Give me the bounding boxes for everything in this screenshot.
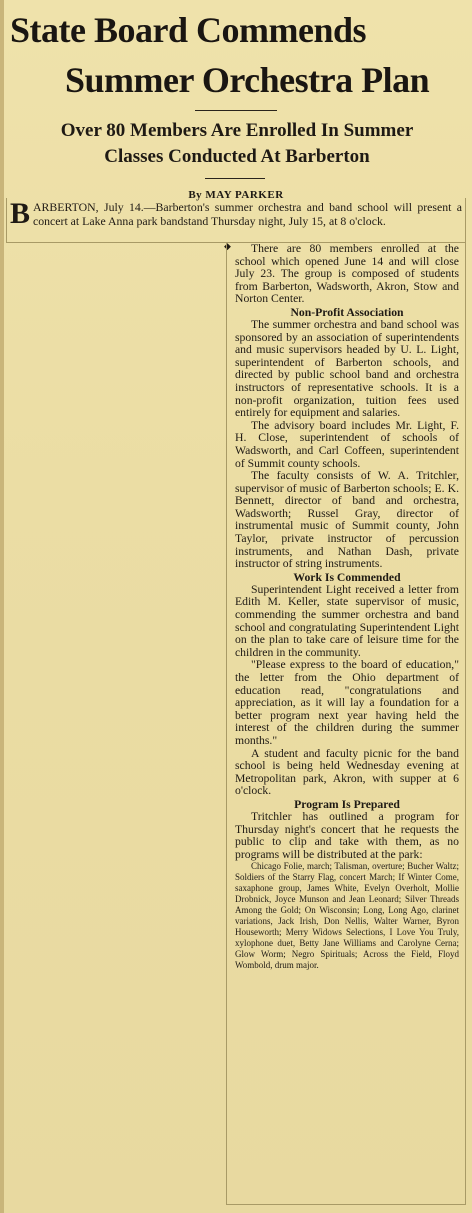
section-heading-nonprofit: Non-Profit Association bbox=[290, 305, 404, 319]
lead-paragraph bbox=[10, 197, 462, 230]
byline: By MAY PARKER bbox=[188, 189, 284, 201]
section-heading-program: Program Is Prepared bbox=[294, 797, 400, 811]
subheadline bbox=[8, 118, 466, 170]
article-body bbox=[235, 243, 459, 971]
lead-text: ARBERTON, July 14.—Barberton's summer orchestra and band school will present a concert at Lake Anna park bandstand Thursday night, July 15, at 8 o'clock. bbox=[33, 200, 462, 228]
program-listing: Chicago Folie, march; Talisman, overture; Bucher Waltz; Soldiers of the Starry Flag, concert March; If Winter Come, saxaphone group, James White, Evelyn Overholt, Mollie Drobnick, Joyce Munson and Jean Leonard; Silver Threads Among the Gold; On Wisconsin; Long, Long Ago, clarinet variations, Jack Irish, Don Nellis, Walter Warner, Byron Houseworth; Merry Widows Selections, I Love You Truly, xylophone duet, Betty Jane Williams and Carolyne Cerna; Glow Worm; Negro Spirituals; Across the Field, Floyd Wombold, drum major. bbox=[235, 861, 459, 971]
paragraph-quote: "Please express to the board of education," the letter from the Ohio department of education read, "congratulations and appreciation, as it will lay a foundation for a better program next year having held the interest of the children during the summer months." bbox=[235, 658, 459, 747]
section-heading-commended: Work Is Commended bbox=[293, 570, 401, 584]
divider-rule-2 bbox=[205, 178, 265, 179]
paragraph-picnic: A student and faculty picnic for the band school is being held Wednesday evening at Metropolitan park, Akron, with supper at 6 o'clock. bbox=[235, 746, 459, 798]
headline-line-1: State Board Commends bbox=[10, 10, 366, 50]
paragraph-program-intro: Tritchler has outlined a program for Thursday night's concert that he requests the public to clip and take with them, as no programs will be distributed at the park: bbox=[235, 809, 459, 861]
divider-rule bbox=[195, 110, 277, 111]
drop-cap: B bbox=[10, 197, 31, 230]
paragraph-sponsorship: The summer orchestra and band school was sponsored by an association of superintendents and music supervisors headed by U. L. Light, superintendent of Barberton schools, and directed by public school band and orchestra instructors of representative schools. It is a non-profit organization, tuition fees used entirely for equipment and salaries. bbox=[235, 317, 459, 420]
paragraph-enrollment: There are 80 members enrolled at the school which opened June 14 and will close July 23. The group is composed of students from Barberton, Wadsworth, Akron, Stow and Norton Center. bbox=[235, 242, 459, 306]
paragraph-letter: Superintendent Light received a letter from Edith M. Keller, state supervisor of music, commending the summer orchestra and band school and congratulating Superintendent Light on the plan to take care of leisure time for the children in the community. bbox=[235, 582, 459, 659]
headline-line-2: Summer Orchestra Plan bbox=[65, 60, 430, 100]
paper-edge bbox=[0, 0, 4, 1213]
paragraph-faculty: The faculty consists of W. A. Tritchler, supervisor of music of Barberton schools; E. K. Bennett, director of band and orchestra, Wadsworth; Russel Gray, director of instrumental music of Summit county, John Taylor, private instructor of percussion instruments, and Nathan Dash, private instructor of string instruments. bbox=[235, 469, 459, 571]
diamond-ornament: ◆ bbox=[224, 241, 231, 251]
subheadline-line-1: Over 80 Members Are Enrolled In Summer bbox=[60, 120, 414, 141]
subheadline-line-2: Classes Conducted At Barberton bbox=[104, 146, 370, 167]
paragraph-advisory-board: The advisory board includes Mr. Light, F. H. Close, superintendent of schools of Wadsworth, and Carl Coffeen, superintendent of Summit county schools. bbox=[235, 418, 459, 470]
article-column bbox=[226, 243, 466, 1205]
